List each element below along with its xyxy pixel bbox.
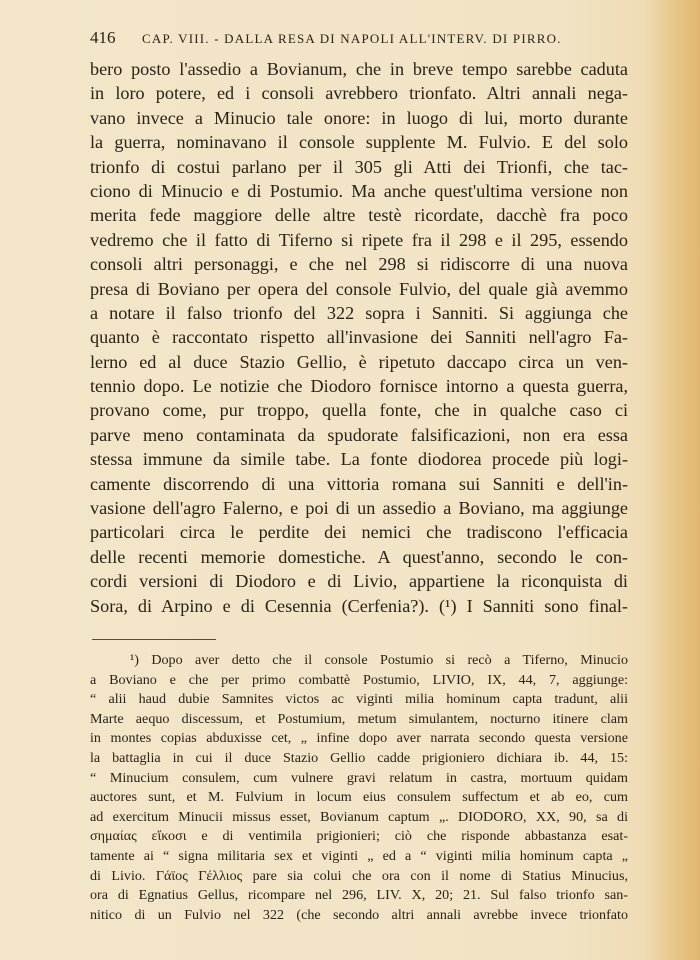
body-line: bero posto l'assedio a Bovianum, che in breve tempo sarebbe caduta (90, 59, 628, 79)
body-line: cordi versioni di Diodoro e di Livio, appartiene la riconquista di (90, 571, 628, 592)
footnote-line: “ alii haud dubie Samnites victos ac viginti milia hominum capta tradunt, alii (90, 691, 628, 708)
body-line: la guerra, nominavano il console supplente M. Fulvio. E del solo (90, 132, 628, 153)
body-text (90, 57, 628, 618)
body-line: presa di Boviano per opera del console Fulvio, del quale già avemmo (90, 278, 628, 299)
footnote-line: Marte aequo discessum, et Postumium, metum simulantem, nocturno itinere clam (90, 710, 628, 727)
body-line: Sora, di Arpino e di Cesennia (Cerfenia?). (¹) I Sanniti sono final- (90, 595, 628, 616)
body-line: camente discorrendo di una vittoria romana sui Sanniti e dell'in- (90, 473, 628, 494)
body-line: delle recenti memorie domestiche. A quest'anno, secondo le con- (90, 546, 628, 567)
body-line: vedremo che il fatto di Tiferno si ripete fra il 298 e il 295, essendo (90, 229, 628, 250)
footnote-line: ad exercitum Minucii missus esset, Bovianum captum „. DIODORO, XX, 90, sa di (90, 808, 628, 825)
body-line: provano come, pur troppo, quella fonte, che in qualche caso ci (90, 400, 628, 421)
footnote-line: “ Minucium consulem, cum vulnere gravi relatum in castra, mortuum quidam (90, 769, 628, 786)
body-line: stessa immune da simile tabe. La fonte diodorea procede più logi- (90, 449, 628, 470)
footnotes (90, 651, 628, 925)
body-line: lerno ed al duce Stazio Gellio, è ripetuto daccapo circa un ven- (90, 351, 628, 372)
body-line: in loro potere, ed i consoli avrebbero trionfato. Altri annali nega- (90, 83, 628, 104)
footnote-line: σημαίας εἴκοσι e di ventimila prigionieri; ciò che risponde abbastanza esat- (90, 828, 628, 845)
footnote-line: la battaglia in cui il duce Stazio Gellio cadde prigioniero dichiara ib. 44, 15: (90, 749, 628, 766)
body-line: quanto è raccontato rispetto all'invasione dei Sanniti nell'agro Fa- (90, 327, 628, 348)
body-line: vano invece a Minucio tale onore: in luogo di lui, morto durante (90, 107, 628, 128)
body-line: merita fede maggiore delle altre testè ricordate, dacchè fra poco (90, 205, 628, 226)
body-line: trionfo di costui parlano per il 305 gli Atti dei Trionfi, che tac- (90, 156, 628, 177)
page-header (90, 28, 610, 48)
footnote-line: in montes copias abduxisse cet, „ infine dopo aver narrata secondo questa versione (90, 730, 628, 747)
body-line: particolari circa le perdite dei nemici che tradiscono l'efficacia (90, 522, 628, 543)
body-line: a notare il falso trionfo del 322 sopra i Sanniti. Si aggiunga che (90, 302, 628, 323)
footnote-line: ¹) Dopo aver detto che il console Postumio si recò a Tiferno, Minucio (130, 652, 628, 668)
footnote-line: auctores sunt, et M. Fulvium in locum eius consulem suffectum et ab eo, cum (90, 789, 628, 806)
footnote-line: a Boviano e che per primo combattè Postumio, LIVIO, IX, 44, 7, aggiunge: (90, 671, 628, 688)
body-line: vasione dell'agro Falerno, e poi di un assedio a Boviano, ma aggiunge (90, 498, 628, 519)
body-line: parve meno contaminata da spudorate falsificazioni, non era essa (90, 424, 628, 445)
footnote-line: nitico di un Fulvio nel 322 (che secondo altri annali avrebbe invece trionfato (90, 906, 628, 923)
body-line: ciono di Minucio e di Postumio. Ma anche quest'ultima versione non (90, 180, 628, 201)
footnote-rule (92, 639, 216, 640)
running-head: CAP. VIII. - DALLA RESA DI NAPOLI ALL'INTERV. DI PIRRO. (142, 31, 562, 46)
footnote-line: tamente ai “ signa militaria sex et viginti „ ed a “ viginti milia hominum capta „ (90, 847, 628, 864)
body-line: consoli altri personaggi, e che nel 298 si ridiscorre di una nuova (90, 254, 628, 275)
footnote-line: ora di Egnatius Gellus, ricompare nel 296, LIV. X, 20; 21. Sul falso trionfo san- (90, 887, 628, 904)
footnote-line: di Livio. Γάϊος Γέλλιος pare sia colui che ora con il nome di Statius Minucius, (90, 867, 628, 884)
body-line: tennio dopo. Le notizie che Diodoro fornisce intorno a questa guerra, (90, 376, 628, 397)
page-number: 416 (90, 28, 116, 47)
